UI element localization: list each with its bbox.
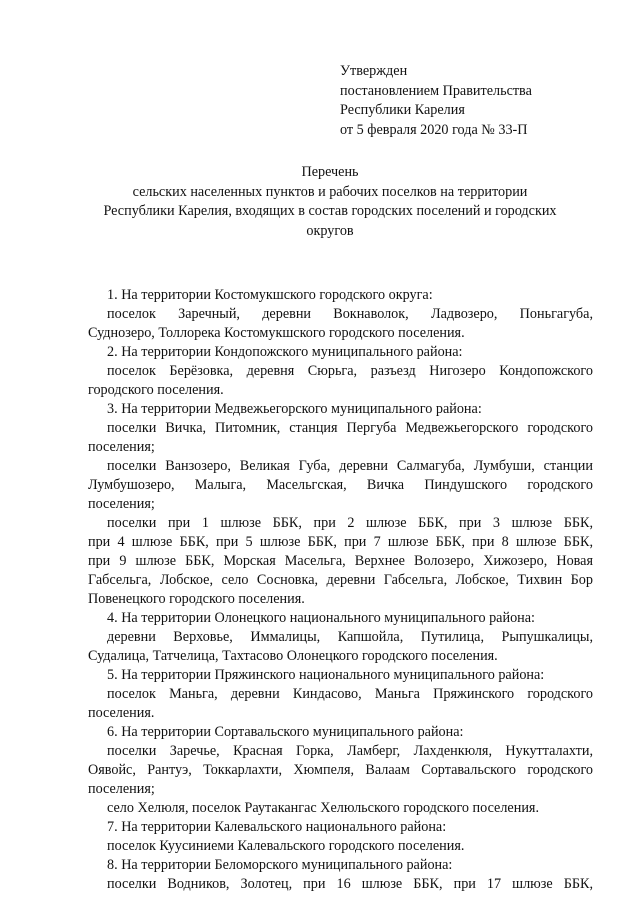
section-heading: 2. На территории Кондопожского муниципального района: (107, 344, 463, 360)
paragraph-line: поселок Маньга, деревни Киндасово, Маньга Пряжинского городского (107, 686, 593, 702)
paragraph-line: поселок Куусиниеми Калевальского городского поселения. (107, 838, 465, 854)
section-heading: 4. На территории Олонецкого национального муниципального района: (107, 610, 535, 626)
approval-line-approved: Утвержден (340, 63, 408, 79)
approval-line-resolution: постановлением Правительства (340, 82, 532, 99)
document-title (70, 163, 590, 241)
section-heading: 7. На территории Калевальского национального района: (107, 819, 447, 835)
title-line-3: округов (306, 222, 354, 239)
paragraph-line: поселения; (88, 781, 155, 797)
paragraph-line: поселки при 1 шлюзе ББК, при 2 шлюзе ББК, при 3 шлюзе ББК, (107, 515, 593, 531)
paragraph-line: поселки Заречье, Красная Горка, Ламберг, Лахденкюля, Нукутталахти, (107, 743, 593, 759)
section-heading: 6. На территории Сортавальского муниципального района: (107, 724, 464, 740)
paragraph-line: поселения; (88, 439, 155, 455)
approval-stamp (340, 62, 620, 140)
title-line-1: сельских населенных пунктов и рабочих поселков на территории (132, 183, 528, 200)
paragraph-line: Судалица, Татчелица, Тахтасово Олонецкого городского поселения. (88, 648, 498, 664)
section-heading: 5. На территории Пряжинского национального муниципального района: (107, 667, 545, 683)
section-heading: 8. На территории Беломорского муниципального района: (107, 857, 453, 873)
paragraph-line: при 4 шлюзе ББК, при 5 шлюзе ББК, при 7 шлюзе ББК, при 8 шлюзе ББК, (88, 534, 593, 550)
paragraph-line: поселки Водников, Золотец, при 16 шлюзе ББК, при 17 шлюзе ББК, (107, 876, 593, 892)
paragraph-line: поселения; (88, 496, 155, 512)
paragraph-line: поселок Берёзовка, деревня Сюрьга, разъезд Нигозеро Кондопожского (107, 363, 593, 379)
paragraph-line: Лумбушозеро, Малыга, Масельгская, Вичка Пиндушского городского (88, 477, 593, 493)
paragraph-line: Суднозеро, Толлорека Костомукшского городского поселения. (88, 325, 465, 341)
paragraph-line: поселки Ванзозеро, Великая Губа, деревни Салмагуба, Лумбуши, станции (107, 458, 593, 474)
paragraph-line: поселок Заречный, деревни Вокнаволок, Ладвозеро, Поньгагуба, (107, 306, 593, 322)
title-line-2: Республики Карелия, входящих в состав городских поселений и городских (103, 203, 557, 220)
paragraph-line: село Хелюля, поселок Раутакангас Хелюльского городского поселения. (107, 800, 539, 816)
paragraph-line: Оявойс, Рантуэ, Токкарлахти, Хюмпеля, Валаам Сортавальского городского (88, 762, 593, 778)
title-heading: Перечень (301, 164, 359, 180)
paragraph-line: городского поселения. (88, 382, 224, 398)
paragraph-line: поселки Вичка, Питомник, станция Пергуба Медвежьегорского городского (107, 420, 593, 436)
paragraph-line: Габсельга, Лобское, село Сосновка, деревни Габсельга, Лобское, Тихвин Бор (88, 572, 593, 588)
paragraph-line: Повенецкого городского поселения. (88, 591, 305, 607)
approval-line-government: Республики Карелия (340, 102, 465, 119)
approval-line-date: от 5 февраля 2020 года № 33-П (340, 121, 528, 138)
paragraph-line: поселения. (88, 705, 155, 721)
section-heading: 3. На территории Медвежьегорского муниципального района: (107, 401, 482, 417)
section-heading: 1. На территории Костомукшского городского округа: (107, 287, 433, 303)
paragraph-line: деревни Верховье, Иммалицы, Капшойла, Путилица, Рыпушкалицы, (107, 629, 593, 645)
paragraph-line: при 9 шлюзе ББК, Морская Масельга, Верхнее Волозеро, Хижозеро, Новая (88, 553, 593, 569)
